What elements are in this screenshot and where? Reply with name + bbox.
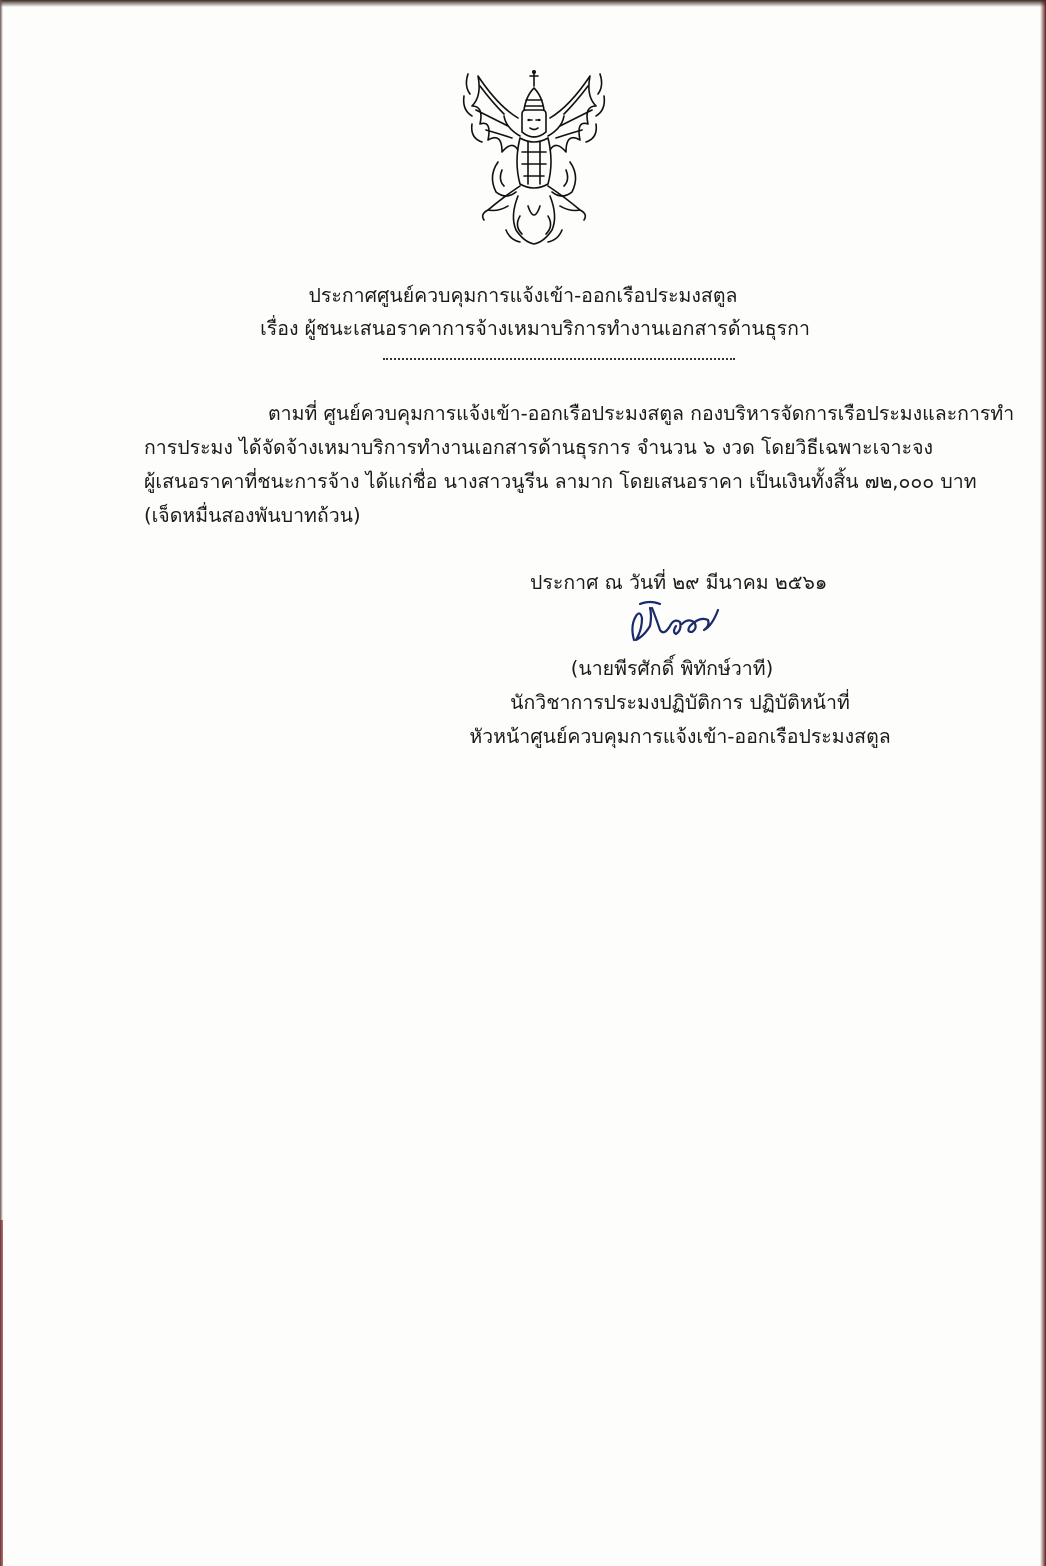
body-line-1 [144,398,1015,429]
announcement-subject: เรื่อง ผู้ชนะเสนอราคาการจ้างเหมาบริการทำงานเอกสารด้านธุรกา [260,317,810,340]
body-line-4: (เจ็ดหมื่นสองพันบาทถ้วน) [144,504,361,527]
body-text: ตามที่ ศูนย์ควบคุมการแจ้งเข้า-ออกเรือประมงสตูล กองบริหารจัดการเรือประมงและการทำ [268,402,1015,425]
scan-edge-right [1040,0,1046,1566]
signer-position: นักวิชาการประมงปฏิบัติการ ปฏิบัติหน้าที่ [510,691,850,714]
announcement-title: ประกาศศูนย์ควบคุมการแจ้งเข้า-ออกเรือประมงสตูล [308,284,738,307]
signer-name: (นายพีรศักดิ์ พิทักษ์วาที) [570,657,774,680]
signer-title: หัวหน้าศูนย์ควบคุมการแจ้งเข้า-ออกเรือประมงสตูล [469,725,891,748]
body-line-3: ผู้เสนอราคาที่ชนะการจ้าง ได้แก่ชื่อ นางสาวนูรีน ลามาก โดยเสนอราคา เป็นเงินทั้งสิ้น ๗๒,๐๐๐ บาท [144,470,977,493]
handwritten-signature-icon [620,596,730,648]
announcement-date: ประกาศ ณ วันที่ ๒๙ มีนาคม ๒๕๖๑ [530,571,828,594]
scan-edge-left-mark [0,1220,3,1566]
body-line-2: การประมง ได้จัดจ้างเหมาบริการทำงานเอกสารด้านธุรการ จำนวน ๖ งวด โดยวิธีเฉพาะเจาะจง [144,436,934,459]
dotted-separator [383,358,735,360]
garuda-emblem-icon [458,66,610,250]
scan-edge-top [0,0,1046,7]
